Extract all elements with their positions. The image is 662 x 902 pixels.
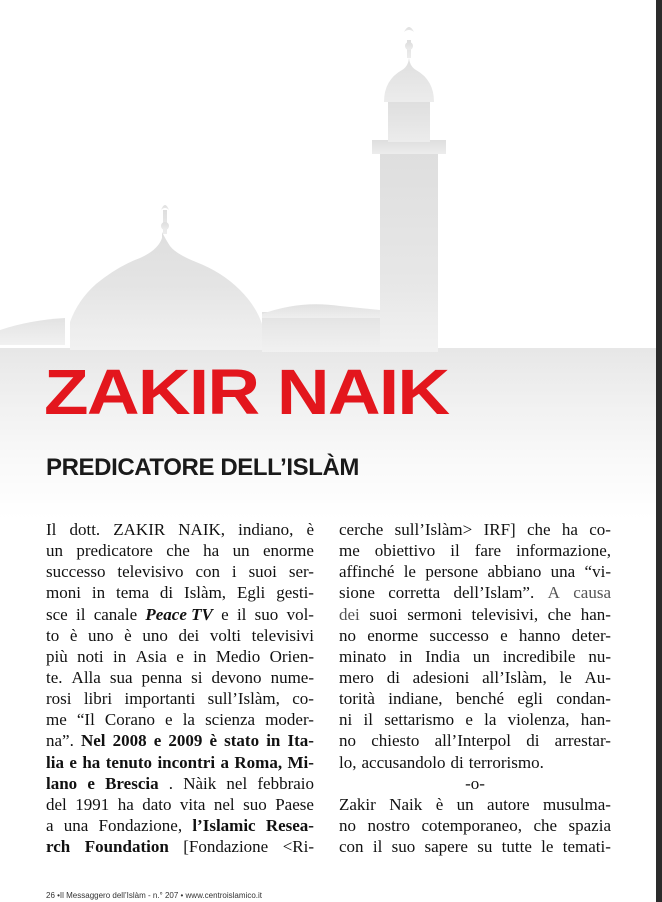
word: Medio xyxy=(215,646,261,666)
word: ha xyxy=(82,752,101,772)
word: hanno xyxy=(518,625,561,645)
text-line xyxy=(46,667,314,688)
word: 1991 xyxy=(75,794,110,814)
word: la xyxy=(182,710,195,730)
word: incontri xyxy=(157,752,216,772)
word: suo xyxy=(391,837,416,857)
word: han- xyxy=(580,604,611,624)
word: è xyxy=(69,625,78,645)
word: uno xyxy=(88,625,114,645)
word: dato xyxy=(142,794,172,814)
word: 2008 xyxy=(112,731,147,751)
word: libri xyxy=(83,689,113,709)
word: settarismo xyxy=(384,710,455,730)
word: Nàik xyxy=(183,773,217,793)
text-line xyxy=(339,582,611,603)
word: Au- xyxy=(584,667,611,687)
word: predicatore xyxy=(76,541,153,561)
text-line xyxy=(46,582,314,603)
word: è xyxy=(306,520,314,539)
word: informazione, xyxy=(516,541,611,561)
word: vol- xyxy=(286,604,314,624)
word: causa xyxy=(573,583,611,603)
word: lo, xyxy=(339,752,357,772)
word: rosi xyxy=(46,689,72,709)
word: moder- xyxy=(265,710,314,730)
word: egli xyxy=(517,689,543,709)
word: suoi xyxy=(248,562,277,582)
word: volti xyxy=(209,625,242,645)
word: un xyxy=(46,541,63,561)
word: il xyxy=(75,604,86,624)
text-line xyxy=(46,730,314,751)
word: di xyxy=(386,667,400,687)
word: moni xyxy=(46,583,81,603)
word: canale xyxy=(93,604,138,624)
word: dell’Islam”. xyxy=(453,583,535,603)
word: no xyxy=(339,625,356,645)
word: dei xyxy=(339,604,360,624)
word: televisivi xyxy=(251,625,314,645)
word: nu- xyxy=(588,646,611,666)
text-line xyxy=(46,519,314,540)
word: penna xyxy=(141,667,183,687)
word: ha xyxy=(561,520,578,539)
word: “Il xyxy=(76,710,95,730)
word: le xyxy=(541,837,554,857)
word: nume- xyxy=(270,667,314,687)
word: Nel xyxy=(80,731,106,751)
word: una xyxy=(550,562,576,582)
word: me xyxy=(46,710,67,730)
text-line xyxy=(339,625,611,646)
word: è xyxy=(209,731,218,751)
word: in xyxy=(266,731,281,751)
word: no xyxy=(339,815,356,835)
word: suo xyxy=(243,794,267,814)
word: Fondazione, xyxy=(98,815,183,835)
word: un xyxy=(232,541,250,561)
word: A xyxy=(547,583,560,603)
word: tutte xyxy=(501,837,532,857)
word: Alla xyxy=(71,667,101,687)
article-subtitle: PREDICATORE DELL’ISLÀM xyxy=(46,454,359,481)
word: uno xyxy=(142,625,168,645)
text-line xyxy=(339,815,611,836)
word: suoi xyxy=(369,604,398,624)
word: Asia xyxy=(135,646,167,666)
word: me xyxy=(339,541,360,561)
word: NAIK, xyxy=(178,520,226,539)
word: più xyxy=(46,646,68,666)
word: una xyxy=(63,815,89,835)
word: ZAKIR xyxy=(113,520,166,539)
word: successo xyxy=(429,625,489,645)
word: noti xyxy=(77,646,104,666)
word: all’Interpol xyxy=(434,731,512,751)
word: televisivo xyxy=(117,562,184,582)
word: ni xyxy=(339,710,353,730)
word: è xyxy=(435,794,444,814)
page-footer: 26 •Il Messaggero dell’Islàm - n.° 207 • www.centroislamico.it xyxy=(46,891,262,900)
word: obiettivo xyxy=(374,541,436,561)
word: Brescia xyxy=(105,773,159,793)
word: all’Islàm, xyxy=(482,667,547,687)
word: il xyxy=(450,541,460,561)
word: Naik xyxy=(389,794,423,814)
word: deter- xyxy=(571,625,611,645)
text-line xyxy=(46,688,314,709)
word: condan- xyxy=(556,689,611,709)
word: fare xyxy=(474,541,502,561)
word: importanti xyxy=(124,689,196,709)
word: e xyxy=(153,731,162,751)
text-line xyxy=(46,561,314,582)
word: su xyxy=(477,837,493,857)
word: co- xyxy=(589,520,611,539)
word: in xyxy=(399,646,413,666)
word: Il xyxy=(46,520,57,539)
article-title: ZAKIR NAIK xyxy=(44,356,449,428)
word: e xyxy=(69,752,77,772)
word: temati- xyxy=(562,837,611,857)
word: cotemporaneo, xyxy=(421,815,522,835)
word: mero xyxy=(339,667,374,687)
word: scienza xyxy=(205,710,256,730)
word: “vi- xyxy=(584,562,611,582)
word: torità xyxy=(339,689,375,709)
word: l’Islamic xyxy=(192,815,256,835)
word: i xyxy=(231,562,237,582)
word: Corano xyxy=(104,710,155,730)
word: persone xyxy=(425,562,479,582)
text-line xyxy=(339,794,611,815)
word: lano xyxy=(46,773,78,793)
article-column-left xyxy=(46,519,314,857)
word: che xyxy=(166,541,190,561)
text-line xyxy=(339,646,611,667)
word: di xyxy=(526,731,540,751)
word: Paese xyxy=(275,794,314,814)
text-line xyxy=(339,667,611,688)
text-line xyxy=(339,519,611,540)
word: 2009 xyxy=(168,731,203,751)
word: musulma- xyxy=(542,794,611,814)
word: IRF] xyxy=(483,520,516,539)
text-line xyxy=(339,709,611,730)
word: Egli xyxy=(236,583,266,603)
word: si xyxy=(191,667,203,687)
word: che xyxy=(533,815,558,835)
word: gesti- xyxy=(276,583,314,603)
word: devono xyxy=(211,667,262,687)
word: accusandolo xyxy=(361,752,446,772)
article-column-right xyxy=(339,519,611,857)
word: e xyxy=(500,625,508,645)
word: sapere xyxy=(424,837,468,857)
word: sione xyxy=(339,583,375,603)
word: e xyxy=(87,773,95,793)
word: te. xyxy=(46,667,63,687)
text-line xyxy=(46,604,314,625)
text-line xyxy=(339,540,611,561)
word: a xyxy=(220,752,229,772)
word: terrorismo. xyxy=(468,752,544,772)
word: Orien- xyxy=(269,646,314,666)
word: Islàm, xyxy=(184,583,227,603)
word: abbiano xyxy=(487,562,542,582)
word: Foundation xyxy=(84,837,169,857)
text-line xyxy=(46,540,314,561)
text-line xyxy=(46,836,314,857)
word: le xyxy=(559,667,572,687)
word: autore xyxy=(487,794,530,814)
word: sull’Islàm, xyxy=(207,689,280,709)
word: spazia xyxy=(568,815,611,835)
word: di xyxy=(450,752,464,772)
word: stato xyxy=(224,731,260,751)
word: di xyxy=(159,583,174,603)
word: un xyxy=(472,646,490,666)
word: tenuto xyxy=(105,752,153,772)
word: Roma, xyxy=(234,752,283,772)
word: tema xyxy=(115,583,150,603)
word: che xyxy=(527,520,551,539)
word: le xyxy=(403,562,416,582)
word: e xyxy=(176,646,184,666)
word: ser- xyxy=(288,562,314,582)
word: India xyxy=(425,646,461,666)
page-edge xyxy=(656,0,662,902)
word: con xyxy=(195,562,220,582)
word: e xyxy=(221,604,229,624)
text-line xyxy=(339,561,611,582)
word: nel xyxy=(213,794,235,814)
text-line xyxy=(339,752,611,773)
word: è xyxy=(124,625,132,645)
word: arrestar- xyxy=(554,731,611,751)
word: sermoni xyxy=(407,604,462,624)
word: to xyxy=(46,625,60,645)
word: vita xyxy=(179,794,206,814)
word: sce xyxy=(46,604,68,624)
word: indiane, xyxy=(388,689,443,709)
word: <Ri- xyxy=(282,837,314,857)
word: Zakir xyxy=(339,794,376,814)
text-line xyxy=(339,604,611,625)
word: suo xyxy=(254,604,279,624)
word: il xyxy=(372,837,383,857)
word: Mi- xyxy=(287,752,314,772)
text-line xyxy=(46,646,314,667)
word: sull’Islàm> xyxy=(394,520,473,539)
word: in xyxy=(193,646,207,666)
word: corretta xyxy=(388,583,441,603)
word: minato xyxy=(339,646,387,666)
word: no xyxy=(339,731,356,751)
word: dei xyxy=(178,625,200,645)
word: -o- xyxy=(465,773,485,793)
word: chiesto xyxy=(371,731,420,751)
word: sua xyxy=(109,667,133,687)
word: enorme xyxy=(262,541,314,561)
word: ha xyxy=(117,794,134,814)
text-line xyxy=(46,625,314,646)
word: affinché xyxy=(339,562,395,582)
word: e xyxy=(165,710,173,730)
word: del xyxy=(46,794,67,814)
text-line xyxy=(339,836,611,857)
word: successo xyxy=(46,562,106,582)
word: co- xyxy=(292,689,314,709)
word: a xyxy=(46,815,54,835)
word: il xyxy=(236,604,247,624)
word: benché xyxy=(455,689,505,709)
word: con xyxy=(339,837,364,857)
word: Resea- xyxy=(265,815,314,835)
word: indiano, xyxy=(238,520,294,539)
word: febbraio xyxy=(257,773,314,793)
word: lia xyxy=(46,752,64,772)
word: ha xyxy=(203,541,220,561)
word: nostro xyxy=(367,815,410,835)
word: il xyxy=(363,710,373,730)
word: televisivi, xyxy=(471,604,539,624)
text-line xyxy=(46,794,314,815)
word: violenza, xyxy=(507,710,570,730)
word: nel xyxy=(226,773,248,793)
word: . xyxy=(168,773,174,793)
text-line xyxy=(46,709,314,730)
word: enorme xyxy=(367,625,419,645)
word: cerche xyxy=(339,520,384,539)
word: incredibile xyxy=(502,646,576,666)
word: dott. xyxy=(69,520,101,539)
text-line xyxy=(46,752,314,773)
word: in xyxy=(113,646,127,666)
word: che xyxy=(547,604,572,624)
word: [Fondazione xyxy=(183,837,269,857)
text-line xyxy=(46,773,314,794)
text-line xyxy=(339,773,611,794)
word: han- xyxy=(580,710,611,730)
word: Ita- xyxy=(287,731,314,751)
word: in xyxy=(91,583,106,603)
word: adesioni xyxy=(412,667,470,687)
text-line xyxy=(339,730,611,751)
word: Peace TV xyxy=(145,604,213,624)
text-line xyxy=(339,688,611,709)
word: la xyxy=(484,710,497,730)
word: un xyxy=(456,794,474,814)
word: na”. xyxy=(46,731,74,751)
word: rch xyxy=(46,837,71,857)
text-line xyxy=(46,815,314,836)
word: e xyxy=(465,710,473,730)
